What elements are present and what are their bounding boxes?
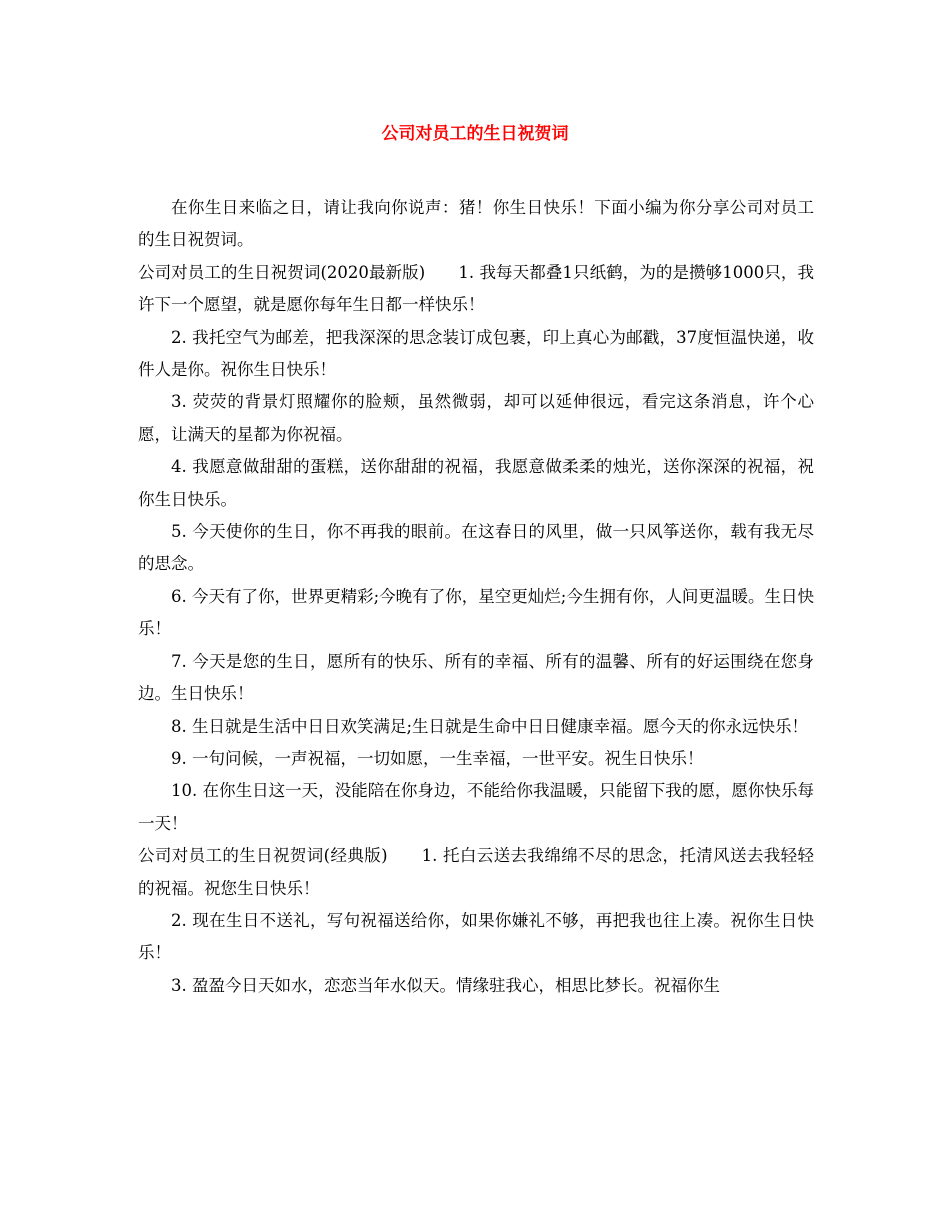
paragraph: 3. 盈盈今日天如水，恋恋当年水似天。情缘驻我心，相思比梦长。祝福你生 bbox=[171, 975, 720, 995]
paragraph: 8. 生日就是生活中日日欢笑满足;生日就是生命中日日健康幸福。愿今天的你永远快乐！ bbox=[171, 716, 809, 736]
paragraph: 2. 现在生日不送礼，写句祝福送给你，如果你嫌礼不够，再把我也往上凑。祝你生日快乐！ bbox=[138, 910, 814, 963]
document-body bbox=[138, 192, 814, 1002]
paragraph: 7. 今天是您的生日，愿所有的快乐、所有的幸福、所有的温馨、所有的好运围绕在您身边。生日快乐！ bbox=[138, 651, 814, 704]
paragraph: 4. 我愿意做甜甜的蛋糕，送你甜甜的祝福，我愿意做柔柔的烛光，送你深深的祝福，祝你生日快乐。 bbox=[138, 457, 814, 509]
document-title: 公司对员工的生日祝贺词 bbox=[381, 124, 569, 144]
paragraph: 在你生日来临之日，请让我向你说声：猪！你生日快乐！下面小编为你分享公司对员工的生日祝贺词。 bbox=[138, 198, 814, 250]
paragraph: 公司对员工的生日祝贺词(2020最新版) 1. 我每天都叠1只纸鹤，为的是攒够1000只，我许下一个愿望，就是愿你每年生日都一样快乐！ bbox=[138, 262, 814, 315]
paragraph: 9. 一句问候，一声祝福，一切如愿，一生幸福，一世平安。祝生日快乐！ bbox=[171, 748, 704, 768]
paragraph: 6. 今天有了你，世界更精彩;今晚有了你，星空更灿烂;今生拥有你，人间更温暖。生日快乐！ bbox=[138, 586, 814, 639]
paragraph: 10. 在你生日这一天，没能陪在你身边，不能给你我温暖，只能留下我的愿，愿你快乐每一天！ bbox=[138, 781, 814, 833]
paragraph: 2. 我托空气为邮差，把我深深的思念装订成包裹，印上真心为邮戳，37度恒温快递，收件人是你。祝你生日快乐！ bbox=[138, 327, 814, 380]
paragraph: 公司对员工的生日祝贺词(经典版) 1. 托白云送去我绵绵不尽的思念，托清风送去我轻轻的祝福。祝您生日快乐！ bbox=[138, 846, 814, 898]
paragraph: 5. 今天使你的生日，你不再我的眼前。在这春日的风里，做一只风筝送你，载有我无尽的思念。 bbox=[138, 522, 814, 574]
paragraph: 3. 荧荧的背景灯照耀你的脸颊，虽然微弱，却可以延伸很远，看完这条消息，许个心愿，让满天的星都为你祝福。 bbox=[138, 392, 814, 444]
